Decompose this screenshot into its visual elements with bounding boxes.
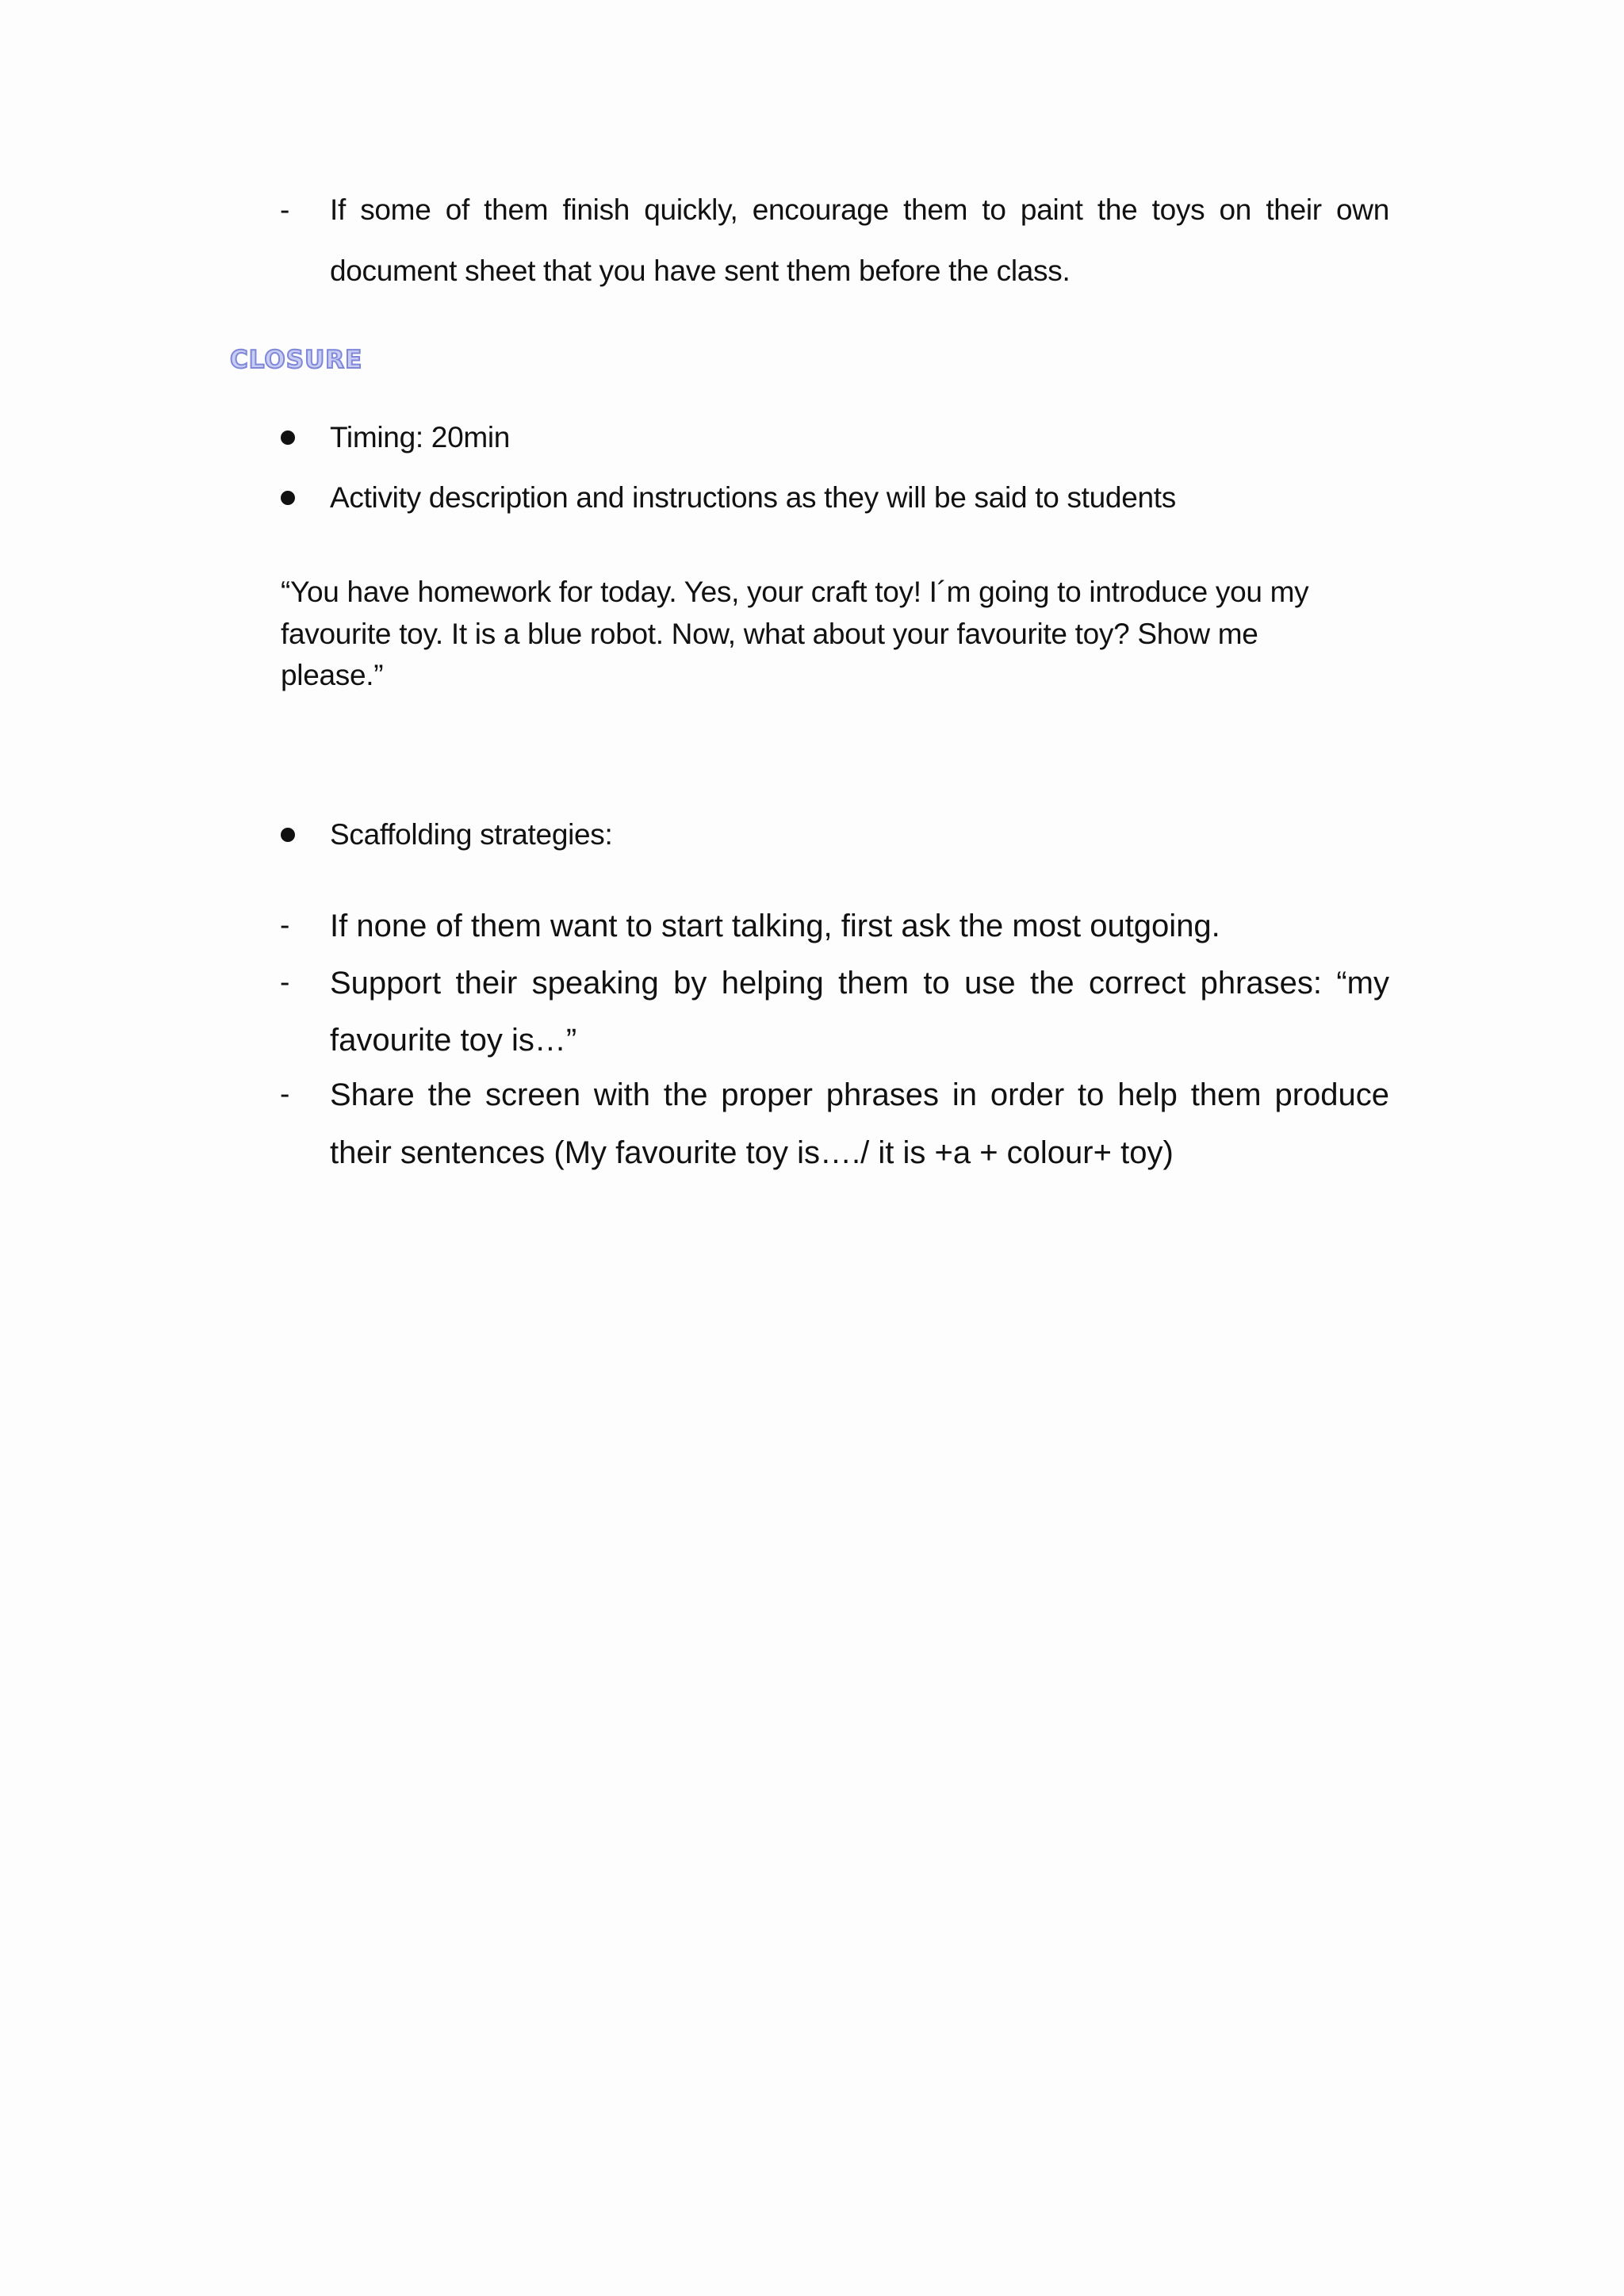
intro-line-1: If some of them finish quickly, encourage them to paint the toys on their own — [330, 193, 1389, 226]
strategy-2-line-1: Support their speaking by helping them to use the correct phrases: “my — [330, 966, 1389, 1001]
quote-line-1: “You have homework for today. Yes, your craft toy! I´m going to introduce you my — [281, 576, 1309, 608]
strategy-3-line-2: their sentences (My favourite toy is…./ it is +a + colour+ toy) — [330, 1135, 1174, 1170]
dash-marker: - — [280, 193, 290, 226]
dash-marker: - — [280, 909, 290, 941]
bullet-marker — [281, 430, 295, 445]
bullet-marker — [281, 828, 295, 842]
scaffolding-label: Scaffolding strategies: — [330, 818, 613, 851]
activity-text: Activity description and instructions as they will be said to students — [330, 481, 1176, 514]
quote-line-2: favourite toy. It is a blue robot. Now, what about your favourite toy? Show me — [281, 618, 1258, 650]
closure-heading: CLOSURE — [230, 346, 363, 374]
dash-marker: - — [280, 1077, 290, 1110]
quote-line-3: please.” — [281, 659, 384, 691]
dash-marker: - — [280, 966, 290, 998]
strategy-1: If none of them want to start talking, first ask the most outgoing. — [330, 909, 1220, 943]
intro-line-2: document sheet that you have sent them before the class. — [330, 254, 1071, 287]
bullet-marker — [281, 491, 295, 505]
strategy-3-line-1: Share the screen with the proper phrases in order to help them produce — [330, 1077, 1389, 1112]
strategy-2-line-2: favourite toy is…” — [330, 1023, 577, 1058]
timing-text: Timing: 20min — [330, 421, 511, 453]
